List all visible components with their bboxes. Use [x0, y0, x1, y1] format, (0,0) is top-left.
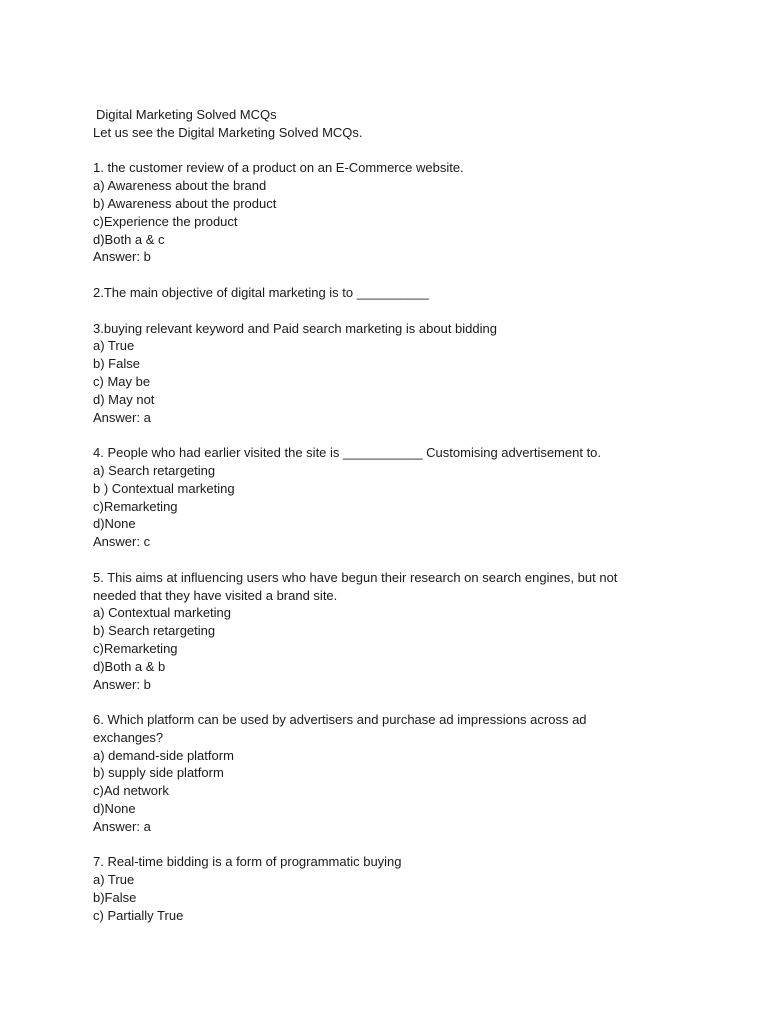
option-line: b ) Contextual marketing: [93, 480, 235, 496]
question-block: [93, 444, 693, 551]
spacer: [93, 302, 693, 320]
question-block: [93, 284, 693, 302]
option-line: a) Awareness about the brand: [93, 178, 267, 194]
question-block: [93, 853, 693, 924]
option-line: c)Ad network: [93, 783, 169, 799]
option-line: needed that they have visited a brand site.: [93, 587, 338, 603]
option-line: b) Awareness about the product: [93, 195, 277, 211]
option-line: c) May be: [93, 373, 151, 389]
question-block: [93, 569, 693, 694]
answer-line: Answer: a: [93, 818, 151, 834]
question-text: 3.buying relevant keyword and Paid search marketing is about bidding: [93, 320, 497, 336]
spacer: [93, 142, 693, 160]
option-line: c)Remarketing: [93, 498, 178, 514]
option-line: b) supply side platform: [93, 765, 224, 781]
question-text: 5. This aims at influencing users who have begun their research on search engines, but not: [93, 569, 618, 585]
document-intro: Let us see the Digital Marketing Solved MCQs.: [93, 124, 363, 140]
option-line: c)Remarketing: [93, 640, 178, 656]
question-text: 2.The main objective of digital marketing is to __________: [93, 284, 430, 300]
option-line: d)None: [93, 516, 136, 532]
question-text: 4. People who had earlier visited the site is ___________ Customising advertisement to.: [93, 445, 602, 461]
spacer: [93, 426, 693, 444]
question-text: 6. Which platform can be used by advertisers and purchase ad impressions across ad: [93, 712, 587, 728]
option-line: d) May not: [93, 391, 155, 407]
option-line: c) Partially True: [93, 907, 184, 923]
answer-line: Answer: a: [93, 409, 151, 425]
option-line: a) demand-side platform: [93, 747, 234, 763]
spacer: [93, 551, 693, 569]
question-list: [93, 159, 693, 924]
option-line: exchanges?: [93, 729, 164, 745]
option-line: a) True: [93, 872, 135, 888]
spacer: [93, 693, 693, 711]
option-line: a) Contextual marketing: [93, 605, 232, 621]
option-line: c)Experience the product: [93, 213, 238, 229]
option-line: b) False: [93, 356, 140, 372]
document-title: Digital Marketing Solved MCQs: [96, 107, 277, 122]
question-block: [93, 320, 693, 427]
option-line: b) Search retargeting: [93, 623, 216, 639]
question-block: [93, 711, 693, 836]
document-page: [93, 106, 693, 925]
question-block: [93, 159, 693, 266]
option-line: b)False: [93, 890, 137, 906]
spacer: [93, 836, 693, 854]
option-line: d)Both a & c: [93, 231, 165, 247]
answer-line: Answer: b: [93, 249, 151, 265]
option-line: a) True: [93, 338, 135, 354]
option-line: d)Both a & b: [93, 658, 166, 674]
option-line: a) Search retargeting: [93, 462, 216, 478]
question-text: 1. the customer review of a product on an E-Commerce website.: [93, 160, 464, 176]
question-text: 7. Real-time bidding is a form of programmatic buying: [93, 854, 402, 870]
answer-line: Answer: b: [93, 676, 151, 692]
spacer: [93, 266, 693, 284]
answer-line: Answer: c: [93, 534, 151, 550]
option-line: d)None: [93, 801, 136, 817]
